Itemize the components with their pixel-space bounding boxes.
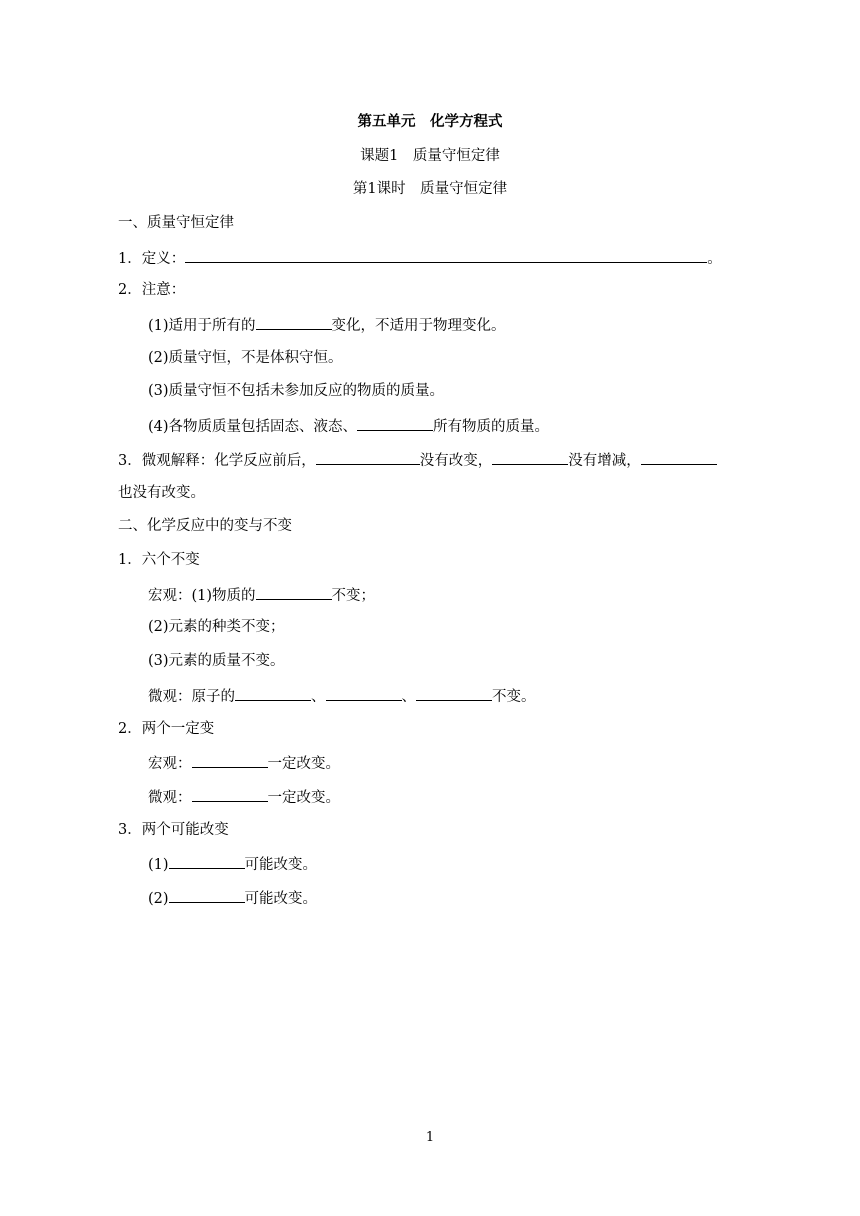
micro-blank-3[interactable] <box>641 449 717 465</box>
maybe-1-blank[interactable] <box>169 853 245 869</box>
page-subtitle: 课题1 质量守恒定律 <box>360 148 500 164</box>
definition-blank[interactable] <box>185 247 707 263</box>
macro-change-text: 一定改变。 <box>267 756 340 772</box>
micro-change <box>148 786 340 808</box>
micro-change-label: 微观： <box>148 790 192 806</box>
separator-1: 、 <box>311 689 326 705</box>
section-2-heading: 二、化学反应中的变与不变 <box>118 518 292 534</box>
maybe-2 <box>148 887 317 909</box>
macro-change <box>148 752 340 774</box>
micro-explanation-cont: 也没有改变。 <box>118 485 205 501</box>
note-4-text-b: 所有物质的质量。 <box>433 419 550 435</box>
note-1 <box>148 314 506 336</box>
maybe-1-text: 可能改变。 <box>244 857 318 873</box>
maybe-2-text: 可能改变。 <box>244 891 318 907</box>
micro-atoms-blank-3[interactable] <box>416 685 492 701</box>
maybe-1 <box>148 853 317 875</box>
six-constants-label: 1．六个不变 <box>118 552 200 568</box>
macro-change-blank[interactable] <box>192 752 268 768</box>
maybe-2-blank[interactable] <box>169 887 245 903</box>
note-4-text-a: (4)各物质质量包括固态、液态、 <box>148 419 358 435</box>
micro-blank-2[interactable] <box>492 449 568 465</box>
page-number: 1 <box>425 1130 435 1145</box>
definition-label: 1．定义： <box>118 251 186 267</box>
separator-2: 、 <box>401 689 416 705</box>
maybe-1-number: (1) <box>148 857 169 873</box>
note-3: (3)质量守恒不包括未参加反应的物质的质量。 <box>148 383 445 399</box>
micro-atoms-text: 微观：原子的 <box>148 689 235 705</box>
macro-3: (3)元素的质量不变。 <box>148 653 285 669</box>
note-4 <box>148 415 549 437</box>
macro-1-blank[interactable] <box>256 584 332 600</box>
micro-change-text: 一定改变。 <box>267 790 340 806</box>
micro-blank-1[interactable] <box>316 449 420 465</box>
micro-atoms <box>148 685 536 707</box>
micro-atoms-blank-1[interactable] <box>235 685 311 701</box>
macro-1 <box>148 584 375 606</box>
macro-1-text-b: 不变； <box>331 588 376 604</box>
macro-2: (2)元素的种类不变； <box>148 619 285 635</box>
note-2: (2)质量守恒，不是体积守恒。 <box>148 350 343 366</box>
definition-line <box>118 247 722 269</box>
notes-label: 2．注意： <box>118 282 186 298</box>
definition-end: 。 <box>707 251 722 267</box>
micro-text-b: 没有改变， <box>419 453 493 469</box>
lesson-title: 第1课时 质量守恒定律 <box>352 181 508 197</box>
micro-text-a: 3．微观解释：化学反应前后， <box>118 453 316 469</box>
micro-atoms-blank-2[interactable] <box>326 685 402 701</box>
note-1-text-a: (1)适用于所有的 <box>148 318 256 334</box>
two-changes-label: 2．两个一定变 <box>118 721 215 737</box>
note-4-blank[interactable] <box>357 415 433 431</box>
page-title: 第五单元 化学方程式 <box>357 113 503 130</box>
micro-explanation <box>118 449 717 471</box>
micro-change-blank[interactable] <box>192 786 268 802</box>
note-1-blank[interactable] <box>256 314 332 330</box>
two-maybe-label: 3．两个可能改变 <box>118 822 229 838</box>
note-1-text-b: 变化，不适用于物理变化。 <box>331 318 506 334</box>
macro-1-text-a: 宏观：(1)物质的 <box>148 588 256 604</box>
macro-change-label: 宏观： <box>148 756 192 772</box>
micro-text-c: 没有增减， <box>568 453 641 469</box>
maybe-2-number: (2) <box>148 891 169 907</box>
section-1-heading: 一、质量守恒定律 <box>118 215 234 231</box>
micro-atoms-end: 不变。 <box>492 689 536 705</box>
